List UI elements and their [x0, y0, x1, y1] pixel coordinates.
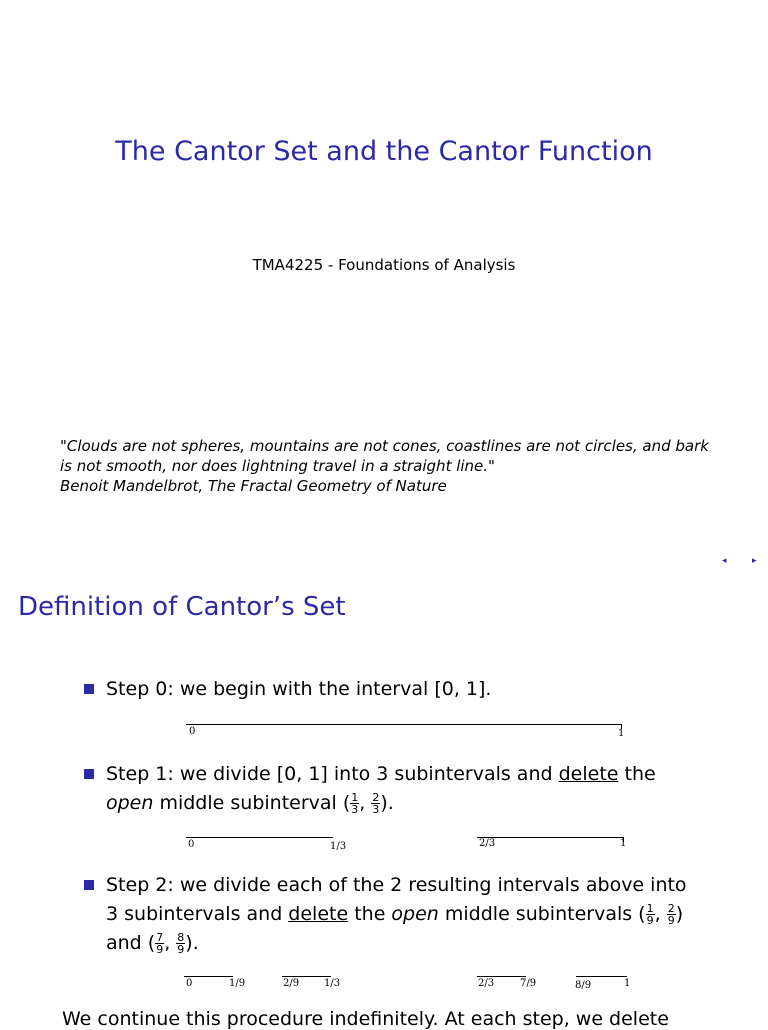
slide-subtitle: TMA4225 - Foundations of Analysis [252, 256, 516, 274]
step-1-line2: middle subinterval ( [153, 792, 351, 814]
fraction: $\frac{7}{9}$ [156, 931, 164, 956]
interval-label: 1 [618, 728, 625, 739]
bullet-icon [84, 880, 94, 890]
slide-title: The Cantor Set and the Cantor Function [115, 136, 653, 167]
interval-label: 1/3 [330, 841, 347, 852]
interval-label: 1 [620, 838, 627, 849]
step-1-end: ). [380, 792, 394, 814]
interval-segment [186, 837, 333, 838]
step-1-pre: Step 1: we divide [0, 1] into 3 subintervals and [106, 763, 559, 785]
step-2-open: open [391, 903, 439, 925]
step-2-line2: 3 subintervals and [106, 903, 289, 925]
interval-segment [477, 976, 526, 977]
interval-segment [282, 976, 331, 977]
interval-label: 0 [186, 978, 193, 989]
nav-next-icon[interactable]: ▸ [752, 556, 757, 566]
nav-prev-icon[interactable]: ◂ [722, 556, 727, 566]
interval-segment [576, 976, 627, 977]
interval-0-1 [186, 724, 622, 725]
fraction: $\frac{1}{9}$ [646, 902, 654, 927]
interval-label: 2/9 [283, 978, 300, 989]
quote-attribution: Benoit Mandelbrot, The Fractal Geometry of Nature [60, 477, 447, 495]
fraction: $\frac{8}{9}$ [177, 931, 185, 956]
interval-segment [477, 837, 624, 838]
interval-label: 2/3 [479, 838, 496, 849]
interval-label: 1 [624, 978, 631, 989]
step-1-post: the [618, 763, 656, 785]
step-2-mid: the [348, 903, 392, 925]
fraction: $\frac{2}{3}$ [372, 791, 380, 816]
interval-label: 2/3 [478, 978, 495, 989]
step-0-text: Step 0: we begin with the interval [0, 1]. [106, 678, 492, 700]
interval-label: 0 [188, 839, 195, 850]
continue-text: We continue this procedure indefinitely. At each step, we delete [62, 1008, 669, 1030]
frame-title: Definition of Cantor’s Set [18, 592, 346, 622]
interval-label: 1/3 [324, 978, 341, 989]
step-2-post: middle subintervals ( [438, 903, 646, 925]
interval-segment [184, 976, 233, 977]
quote-line: is not smooth, nor does lightning travel in a straight line." [60, 457, 495, 475]
step-2-end: ) [675, 903, 684, 925]
step-1-delete: delete [558, 763, 619, 785]
step-2-text: Step 2: we divide each of the 2 resulting intervals above into 3 subintervals and delete the open middle subintervals ( $\frac{1}{9}$ , $\frac{2}{9}$ ) and ( $\frac{7}{9}$ , $\frac{8}{9}$ ). [106, 871, 726, 958]
interval-label: 8/9 [575, 980, 592, 991]
fraction: $\frac{2}{9}$ [667, 902, 675, 927]
quote-block [60, 436, 720, 496]
step-2-line3-end: ). [185, 932, 199, 954]
step-2-line3: and ( [106, 932, 156, 954]
interval-label: 7/9 [520, 978, 537, 989]
bullet-icon [84, 769, 94, 779]
interval-label: 1/9 [229, 978, 246, 989]
step-2-line1: Step 2: we divide each of the 2 resulting intervals above into [106, 874, 687, 896]
interval-label: 0 [189, 726, 196, 737]
fraction: $\frac{1}{3}$ [351, 791, 359, 816]
step-2-delete: delete [288, 903, 349, 925]
quote-line: "Clouds are not spheres, mountains are not cones, coastlines are not circles, and bark [60, 437, 709, 455]
step-1-open: open [106, 792, 154, 814]
step-1-text: Step 1: we divide [0, 1] into 3 subintervals and delete the open middle subinterval ( $\frac{1}{3}$ , $\frac{2}{3}$ ). [106, 763, 656, 816]
bullet-icon [84, 684, 94, 694]
